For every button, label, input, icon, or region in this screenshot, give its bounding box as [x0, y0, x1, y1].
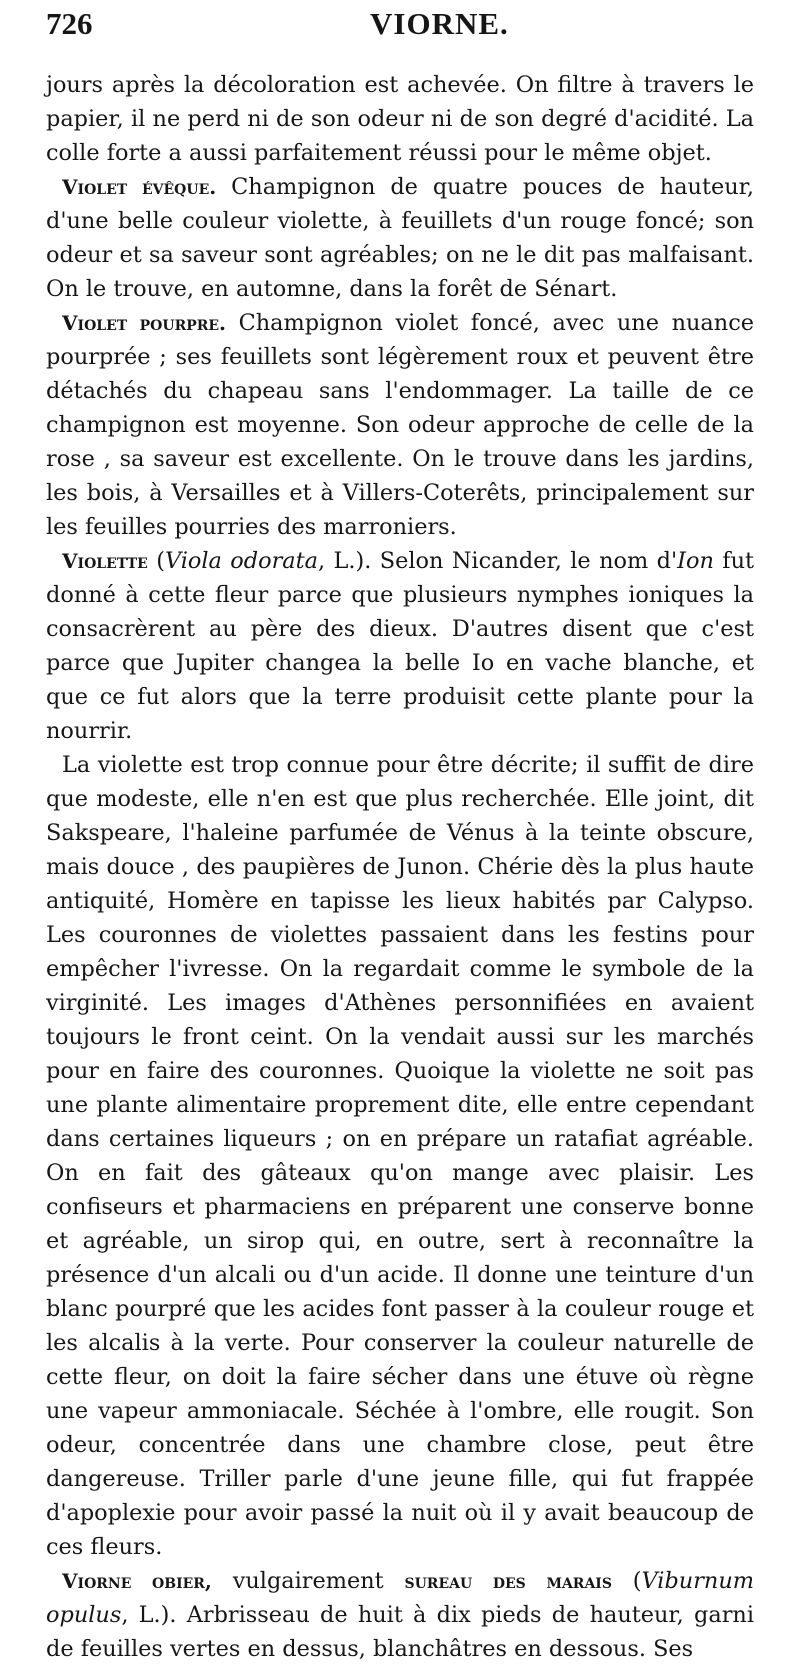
body-text: [46, 68, 754, 1666]
entry-violet-pourpre: Violet pourpre. Champignon violet foncé, avec une nuance pourprée ; ses feuillets sont légèrement roux et peuvent être détachés du chapeau sans l'endommager. La taille de ce champignon est moyenne. Son odeur approche de celle de la rose , sa saveur est excellente. On le trouve dans les jardins, les bois, à Versailles et à Villers-Coterêts, principalement sur les feuilles pourries des marroniers.: [46, 310, 754, 540]
entry-term: Violet évêque.: [62, 175, 217, 199]
entry-term: Violette: [62, 549, 148, 573]
paragraph-continuation: jours après la décoloration est achevée. On filtre à travers le papier, il ne perd ni de son odeur ni de son degré d'acidité. La colle forte a aussi parfaitement réussi pour le même objet.: [46, 72, 754, 166]
entry-synonym: sureau des marais: [404, 1569, 612, 1593]
page-number: 726: [46, 6, 93, 41]
page-header: [46, 6, 754, 66]
italic-word: Ion: [677, 548, 714, 574]
entry-violette: Violette (Viola odorata, L.). Selon Nicander, le nom d'Ion fut donné à cette fleur parce que plusieurs nymphes ioniques la consacrèrent au père des dieux. D'autres disent que c'est parce que Jupiter changea la belle Io en vache blanche, et que ce fut alors que la terre produisit cette plante pour la nourrir.: [46, 548, 754, 744]
entry-viorne-obier: Viorne obier, vulgairement sureau des marais (Viburnum opulus, L.). Arbrisseau de huit à dix pieds de hauteur, garni de feuilles vertes en dessus, blanchâtres en dessous. Ses: [46, 1568, 754, 1662]
entry-violette-description: La violette est trop connue pour être décrite; il suffit de dire que modeste, elle n'en est que plus recherchée. Elle joint, dit Sakspeare, l'haleine parfumée de Vénus à la teinte obscure, mais douce , des paupières de Junon. Chérie dès la plus haute antiquité, Homère en tapisse les lieux habités par Calypso. Les couronnes de violettes passaient dans les festins pour empêcher l'ivresse. On la regardait comme le symbole de la virginité. Les images d'Athènes personnifiées en avaient toujours le front ceint. On la vendait aussi sur les marchés pour en faire des couronnes. Quoique la violette ne soit pas une plante alimentaire proprement dite, elle entre cependant dans certaines liqueurs ; on en prépare un ratafiat agréable. On en fait des gâteaux qu'on mange avec plaisir. Les confiseurs et pharmaciens en préparent une conserve bonne et agréable, un sirop qui, en outre, sert à reconnaître la présence d'un alcali ou d'un acide. Il donne une teinture d'un blanc pourpré que les acides font passer à la couleur rouge et les alcalis à la verte. Pour conserver la couleur naturelle de cette fleur, on doit la faire sécher dans une étuve où règne une vapeur ammoniacale. Séchée à l'ombre, elle rougit. Son odeur, concentrée dans une chambre close, peut être dangereuse. Triller parle d'une jeune fille, qui fut frappée d'apoplexie pour avoir passé la nuit où il y avait beaucoup de ces fleurs.: [46, 752, 754, 1560]
running-title: VIORNE.: [370, 6, 509, 41]
entry-term: Violet pourpre.: [62, 311, 227, 335]
entry-violet-eveque: Violet évêque. Champignon de quatre pouces de hauteur, d'une belle couleur violette, à feuillets d'un rouge foncé; son odeur et sa saveur sont agréables; on ne le dit pas malfaisant. On le trouve, en automne, dans la forêt de Sénart.: [46, 174, 754, 302]
entry-term: Viorne obier,: [62, 1569, 212, 1593]
latin-name: Viburnum opulus: [46, 1568, 754, 1628]
latin-name: Viola odorata: [164, 548, 318, 574]
